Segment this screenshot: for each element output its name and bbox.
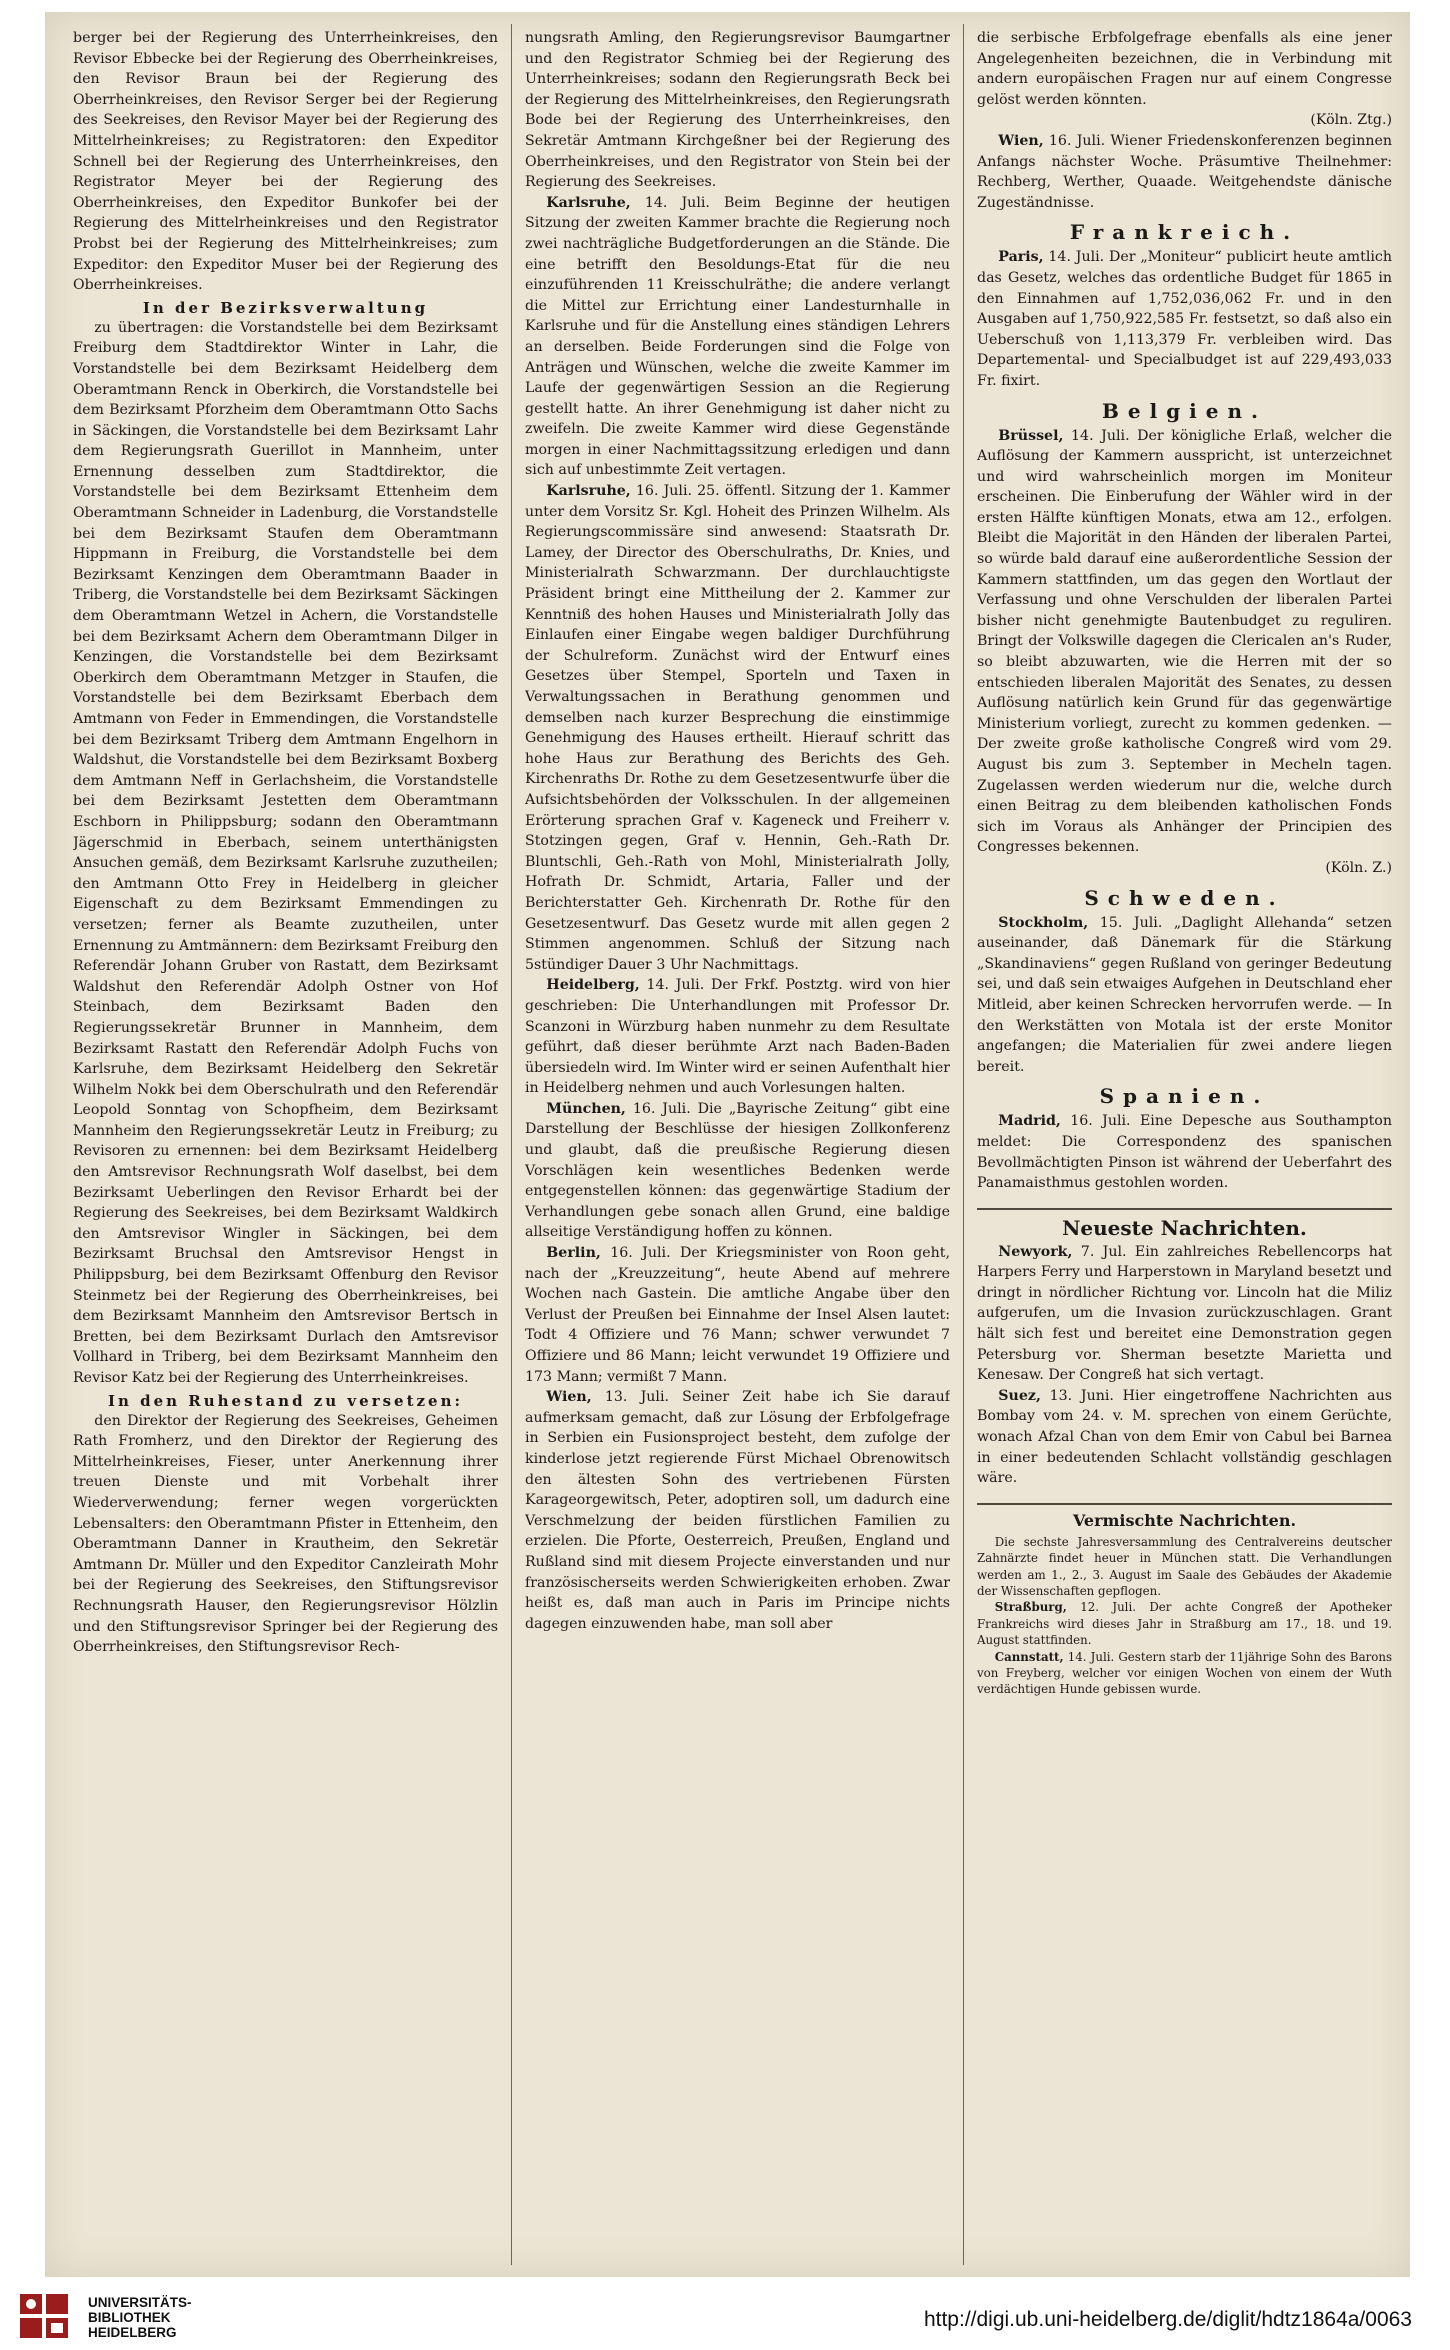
dispatch — [525, 975, 950, 1099]
dateline-place: Heidelberg, — [546, 977, 640, 994]
dateline-place: Newyork, — [998, 1243, 1073, 1260]
dateline-place: Cannstatt, — [994, 1649, 1064, 1664]
article-paragraph: zu übertragen: die Vorstandstelle bei dem Bezirksamt Freiburg dem Stadtdirektor Winter in Lahr, die Vorstandstelle bei dem Bezirksamt Heidelberg dem Oberamtmann Renck in Oberkirch, die Vorstandstelle bei dem Bezirksamt Pforzheim dem Oberamtmann Otto Sachs in Säckingen, die Vorstandstelle bei dem Bezirksamt Lahr dem Regierungsrath Guerillot in Mannheim, unter Ernennung desselben zum Stadtdirektor, die Vorstandstelle bei dem Bezirksamt Ettenheim dem Oberamtmann Schneider in Ladenburg, die Vorstandstelle bei dem Bezirksamt Staufen dem Oberamtmann Hippmann in Freiburg, die Vorstandstelle bei dem Bezirksamt Kenzingen dem Oberamtmann Baader in Triberg, die Vorstandstelle bei dem Bezirksamt Säckingen dem Oberamtmann Wetzel in Achern, die Vorstandstelle bei dem Bezirksamt Achern dem Oberamtmann Dilger in Kenzingen, die Vorstandstelle bei dem Bezirksamt Oberkirch dem Oberamtmann Metzger in Staufen, die Vorstandstelle bei dem Bezirksamt Eberbach dem Amtmann von Feder in Emmendingen, die Vorstandstelle bei dem Bezirksamt Triberg dem Amtmann Engelhorn in Waldshut, die Vorstandstelle bei dem Bezirksamt Boxberg dem Amtmann Neff in Gerlachsheim, die Vorstandstelle bei dem Bezirksamt Jestetten dem Oberamtmann Eschborn in Philippsburg; sodann den Oberamtmann Jägerschmid in Eberbach, seinem unterthänigsten Ansuchen gemäß, dem Bezirksamt Karlsruhe zuzutheilen; den Amtmann Otto Frey in Heidelberg in gleicher Eigenschaft zu dem Bezirksamt Emmendingen zu versetzen; ferner als Beamte zuzutheilen, unter Ernennung zu Amtmännern: dem Bezirksamt Freiburg den Referendär Johann Gruber von Rastatt, dem Bezirksamt Waldshut den Referendär Adolph Ostner von Hof Steinbach, dem Bezirksamt Baden den Regierungssekretär Brunner in Mannheim, dem Bezirksamt Rastatt den Referendär Adolph Fuchs von Karlsruhe, dem Bezirksamt Heidelberg den Sekretär Wilhelm Nokk bei dem Oberschulrath und den Referendär Leopold Sonntag von Schopfheim, dem Bezirksamt Mannheim den Regierungssekretär Leutz in Freiburg; zu Revisoren zu ernennen: bei dem Bezirksamt Heidelberg den Amtsrevisor Rechnungsrath Wolf daselbst, bei dem Bezirksamt Ueberlingen den Revisor Erhardt bei der Regierung des Seekreises, bei dem Bezirksamt Waldkirch den Amtsrevisor Wingler in Säckingen, bei dem Bezirksamt Bruchsal den Amtsrevisor Hengst in Philippsburg, bei dem Bezirksamt Offenburg den Revisor Steinmetz bei der Regierung des Oberrheinkreises, bei dem Bezirksamt Mannheim den Amtsrevisor Bertsch in Bretten, bei dem Bezirksamt Durlach den Amtsrevisor Vollhard in Triberg, bei dem Bezirksamt Mannheim den Revisor Katz bei der Regierung des Unterrheinkreises. — [73, 319, 498, 1386]
dispatch — [525, 193, 950, 481]
news-item: Die sechste Jahresversammlung des Centralvereins deutscher Zahnärzte findet heuer in München statt. Die Verhandlungen werden am 1., 2., 3. August im Saale des Gebäudes der Akademie der Wissenschaften gepflogen. — [977, 1534, 1392, 1599]
dateline-place: Wien, — [998, 132, 1044, 149]
dispatch-text: 14. Juli. Der Frkf. Postztg. wird von hier geschrieben: Die Unterhandlungen mit Professor Dr. Scanzoni in Würzburg haben nunmehr zu dem Resultate geführt, daß dieser berühmte Arzt nach Baden-Baden übersiedeln wird. Im Winter wird er seinen Aufenthalt hier in Heidelberg nehmen und auch Vorlesungen halten. — [525, 977, 950, 1097]
dispatch-text: 14. Juli. Der „Moniteur“ publicirt heute amtlich das Gesetz, welches das ordentliche Budget für 1865 in den Einnahmen auf 1,752,036,062 Fr. und in den Ausgaben auf 1,750,922,585 Fr. festsetzt, so daß also ein Ueberschuß von 1,113,379 Fr. verbleiben wird. Das Departemental- und Specialbudget ist auf 229,493,033 Fr. fixirt. — [977, 249, 1392, 389]
dateline-place: Berlin, — [546, 1245, 601, 1262]
section-heading: In der Bezirksverwaltung — [142, 298, 429, 317]
dispatch-text: 13. Juni. Hier eingetroffene Nachrichten aus Bombay vom 24. v. M. sprechen von einem Gerüchte, wonach Afzal Chan von dem Emir von Cabul bei Barnea in einer bedeutenden Schlacht vollständig geschlagen wäre. — [977, 1387, 1392, 1487]
dispatch — [977, 247, 1392, 391]
column-3 — [977, 28, 1392, 2265]
dispatch — [977, 1111, 1392, 1193]
article-paragraph: die serbische Erbfolgefrage ebenfalls als eine jener Angelegenheiten bezeichnen, die in Verbindung mit andern europäischen Fragen nur auf einem Congresse gelöst werden könnten. — [977, 30, 1392, 108]
source-attribution: (Köln. Z.) — [1325, 859, 1392, 876]
article-paragraph: nungsrath Amling, den Regierungsrevisor Baumgartner und den Registrator Schmieg bei der Regierung des Unterrheinkreises; sodann den Regierungsrath Beck bei der Regierung des Mittelrheinkreises, den Regierungsrath Bode bei der Regierung des Unterrheinkreises, den Sekretär Amtmann Kirchgeßner bei der Regierung des Oberrheinkreises, und den Registrator von Stein bei der Regierung des Seekreises. — [525, 30, 950, 191]
dateline-place: Madrid, — [998, 1113, 1061, 1130]
news-item — [977, 1599, 1392, 1648]
section-divider — [977, 1208, 1392, 1210]
dispatch-text: 15. Juli. „Daglight Allehanda“ setzen auseinander, daß Dänemark für die Stärkung „Skandinaviens“ gegen Rußland von geringer Bedeutung sei, und daß sein etwaiges Aufgehen in Deutschland eher Mitleid, aber keinen Schrecken hervorrufen werde. — In den Werkstätten von Motala ist der erste Monitor angefangen; die Materialien für zwei andere liegen bereit. — [977, 914, 1392, 1075]
dateline-place: Suez, — [998, 1387, 1041, 1404]
dispatch — [525, 481, 950, 975]
dispatch-text: 16. Juli. Wiener Friedenskonferenzen beginnen Anfangs nächster Woche. Präsumtive Theilnehmer: Rechberg, Werther, Quaade. Weitgehendste dänische Zugeständnisse. — [977, 132, 1392, 211]
document-url-link[interactable]: http://digi.ub.uni-heidelberg.de/diglit/hdtz1864a/0063 — [923, 2308, 1412, 2331]
newspaper-page — [45, 12, 1410, 2277]
dispatch-text: 12. Juli. Der achte Congreß der Apotheker Frankreichs wird dieses Jahr in Straßburg am 17., 18. und 19. August stattfinden. — [977, 1600, 1392, 1648]
university-shield-icon — [18, 2292, 72, 2340]
dateline-place: Stockholm, — [998, 914, 1089, 931]
dateline-place: Wien, — [546, 1389, 592, 1406]
dispatch — [977, 426, 1392, 858]
dispatch — [525, 1243, 950, 1387]
article-paragraph: den Direktor der Regierung des Seekreises, Geheimen Rath Fromherz, und den Direktor der Regierung des Mittelrheinkreises, Fieser, unter Anerkennung ihrer treuen Dienste und mit Vorbehalt ihrer Wiederverwendung; ferner wegen vorgerückten Lebensalters: den Oberamtmann Pfister in Ettenheim, den Oberamtmann Danner in Krautheim, den Sekretär Amtmann Dr. Müller und den Expeditor Canzleirath Mohr bei der Regierung des Seekreises, den Stiftungsrevisor Rechnungsrath Hauser, den Regierungsrevisor Hölzlin und den Stiftungsrevisor Springer bei der Regierung des Oberrheinkreises, den Stiftungsrevisor Rech- — [73, 1412, 498, 1656]
country-heading: Schweden. — [1084, 885, 1285, 910]
dispatch-text: 16. Juli. Die „Bayrische Zeitung“ gibt eine Darstellung der Beschlüsse der hiesigen Zollkonferenz und glaubt, daß die preußische Regierung diesen Vorschlägen kein wesentliches Bedenken werde entgegenstellen können: das gegenwärtige Stadium der Verhandlungen gebe sonach allen Grund, eine baldige allseitige Verständigung hoffen zu können. — [525, 1100, 950, 1241]
article-paragraph: berger bei der Regierung des Unterrheinkreises, den Revisor Ebbecke bei der Regierung des Oberrheinkreises, den Revisor Braun bei der Regierung des Oberrheinkreises, den Revisor Serger bei der Regierung des Seekreises, den Revisor Mayer bei der Regierung des Mittelrheinkreises; zu Registratoren: den Expeditor Schnell bei der Regierung des Unterrheinkreises, den Registrator Meyer bei der Regierung des Oberrheinkreises, den Expeditor Bunkofer bei der Regierung des Mittelrheinkreises und den Registrator Probst bei der Regierung des Mittelrheinkreises; zum Expeditor: den Expeditor Muser bei der Regierung des Oberrheinkreises. — [73, 30, 498, 294]
dispatch — [977, 913, 1392, 1078]
dispatch-text: 16. Juli. Der Kriegsminister von Roon geht, nach der „Kreuzzeitung“, heute Abend auf mehrere Wochen nach Gastein. Die amtliche Angabe über den Verlust der Preußen bei Einnahme der Insel Alsen lautet: Todt 4 Offiziere und 76 Mann; schwer verwundet 7 Offiziere und 86 Mann; leicht verwundet 19 Offiziere und 173 Mann; vermißt 7 Mann. — [525, 1245, 950, 1385]
section-heading: Neueste Nachrichten. — [1062, 1215, 1307, 1240]
column-rule — [963, 24, 964, 2265]
section-heading: In den Ruhestand zu versetzen: — [107, 1391, 464, 1410]
dateline-place: Karlsruhe, — [546, 194, 631, 211]
column-rule — [511, 24, 512, 2265]
column-2 — [525, 28, 950, 2265]
country-heading: Spanien. — [1099, 1084, 1270, 1109]
country-heading: Belgien. — [1101, 398, 1268, 423]
source-attribution: (Köln. Ztg.) — [1310, 112, 1392, 129]
country-heading: Frankreich. — [1069, 220, 1300, 245]
dispatch — [977, 1242, 1392, 1386]
dispatch-text: 7. Jul. Ein zahlreiches Rebellencorps hat Harpers Ferry und Harperstown in Maryland besetzt und dringt in nördlicher Richtung vor. Lincoln hat die Miliz aufgerufen, um die Invasion zurückzuschlagen. Grant hält sich fest und bereitet eine Demonstration gegen Petersburg vor. Sherman besetzte Marietta und Kenesaw. Der Congreß hat sich vertagt. — [977, 1243, 1392, 1384]
dateline-place: Karlsruhe, — [546, 483, 631, 500]
column-1 — [73, 28, 498, 2265]
dateline-place: München, — [546, 1100, 626, 1117]
section-heading: Vermischte Nachrichten. — [1072, 1510, 1297, 1530]
dispatch-text: 14. Juli. Gestern starb der 11jährige Sohn des Barons von Freyberg, welcher vor einigen Wochen von einem der Wuth verdächtigen Hunde gebissen wurde. — [977, 1649, 1392, 1697]
dispatch-text: 14. Juli. Beim Beginne der heutigen Sitzung der zweiten Kammer brachte die Regierung noch zwei nachträgliche Budgetforderungen an die Stände. Die eine betrifft den Besoldungs-Etat für die neu einzuführenden 11 Kreisschulräthe; die andere verlangt die Mittel zur Errichtung einer Landesturnhalle in Karlsruhe und für die Anstellung eines ständigen Lehrers an derselben. Beide Forderungen sind die Folge von Anträgen und Wünschen, welche die zweite Kammer im Laufe der gegenwärtigen Session an die Regierung gestellt hatte. An ihrer Genehmigung ist daher nicht zu zweifeln. Die zweite Kammer wird diese Gegenstände morgen in einer Nachmittagssitzung erledigen und dann sich auf unbestimmte Zeit vertagen. — [525, 194, 950, 479]
library-name — [88, 2295, 192, 2340]
dispatch-text: 14. Juli. Der königliche Erlaß, welcher die Auflösung der Kammern ausspricht, ist unterzeichnet und wird wahrscheinlich morgen im Moniteur erscheinen. Die Einberufung der Wähler wird in der ersten Hälfte künftigen Monats, etwa am 12., erfolgen. Bleibt die Majorität in den Händen der liberalen Partei, so würde bald darauf eine außerordentliche Session der Kammern stattfinden, um das gegen den Wortlaut der Verfassung und ohne Verschulden der liberalen Partei bisher nicht genehmigte Bautenbudget zu reguliren. Bringt der Volkswille dagegen die Clericalen an's Ruder, so bleibt abzuwarten, wie die Herren mit der so entschieden liberalen Majorität des Senates, zu dessen Auflösung natürlich kein Grund für das gegenwärtige Ministerium vorliegt, zurecht zu kommen gedenken. — Der zweite große katholische Congreß wird vom 29. August bis zum 3. September in Mecheln tagen. Zugelassen werden wiederum nur die, welche durch einen Beitrag zu dem bleibenden katholischen Fonds sich im Voraus als Anhänger der Principien des Congresses bekennen. — [977, 427, 1392, 856]
dispatch — [977, 131, 1392, 213]
dispatch — [525, 1387, 950, 1634]
dispatch-text: 16. Juli. Eine Depesche aus Southampton meldet: Die Correspondenz des spanischen Bevollmächtigten Pinson ist während der Ueberfahrt des Panamaisthmus gestohlen worden. — [977, 1113, 1392, 1192]
dispatch-text: 13. Juli. Seiner Zeit habe ich Sie darauf aufmerksam gemacht, daß zur Lösung der Erbfolgefrage in Serbien ein Fusionsproject besteht, dem zufolge der kinderlose jetzt regierende Fürst Michael Obrenowitsch den ältesten Sohn des vertriebenen Fürsten Karageorgewitsch, Peter, adoptiren soll, um dadurch eine Verschmelzung der beiden fürstlichen Familien zu erzielen. Die Pforte, Oesterreich, Preußen, England und Rußland sind mit diesem Projecte einverstanden und nur französischerseits werden Schwierigkeiten erhoben. Zwar heißt es, daß man auch in Paris im Principe nichts dagegen einzuwenden habe, man soll aber — [525, 1389, 950, 1632]
dateline-place: Straßburg, — [994, 1600, 1067, 1615]
section-divider — [977, 1503, 1392, 1505]
dispatch — [977, 1386, 1392, 1489]
dispatch — [525, 1099, 950, 1243]
dispatch-text: 16. Juli. 25. öffentl. Sitzung der 1. Kammer unter dem Vorsitz Sr. Kgl. Hoheit des Prinzen Wilhelm. Als Regierungscommissäre sind anwesend: Staatsrath Dr. Lamey, der Director des Oberschulraths, Dr. Knies, und Ministerialrath Schwarzmann. Der durchlauchtigste Präsident bringt eine Mittheilung der 2. Kammer zur Kenntniß des hohen Hauses und Ministerialrath Jolly das Einlaufen einer Eingabe wegen baldiger Durchführung der Schulreform. Zunächst wird der Entwurf eines Gesetzes über Stempel, Sporteln und Taxen in Verwaltungssachen in Berathung genommen und demselben nach kurzer Besprechung die einstimmige Genehmigung des Hauses ertheilt. Hierauf schritt das hohe Haus zur Berathung des Berichts des Geh. Kirchenraths Dr. Rothe zu dem Gesetzesentwurfe über die Aufsichtsbehörden der Volksschulen. In der allgemeinen Erörterung sprachen Graf v. Kageneck und Freiherr v. Stotzingen gegen, Graf v. Hennin, Geh.-Rath Dr. Bluntschli, Geh.-Rath von Mohl, Ministerialrath Jolly, Hofrath Dr. Schmidt, Artaria, Faller und der Berichterstatter Geh. Kirchenrath Dr. Rothe für den Gesetzesentwurf. Das Gesetz wurde mit allen gegen 2 Stimmen angenommen. Schluß der Sitzung nach 5stündiger Dauer 3 Uhr Nachmittags. — [525, 483, 950, 973]
library-name-line: BIBLIOTHEK — [88, 2310, 171, 2325]
library-footer — [0, 2280, 1450, 2350]
library-name-line: HEIDELBERG — [88, 2325, 177, 2340]
dateline-place: Paris, — [998, 249, 1044, 266]
library-name-line: UNIVERSITÄTS- — [88, 2295, 192, 2310]
news-item — [977, 1649, 1392, 1698]
dateline-place: Brüssel, — [998, 427, 1064, 444]
